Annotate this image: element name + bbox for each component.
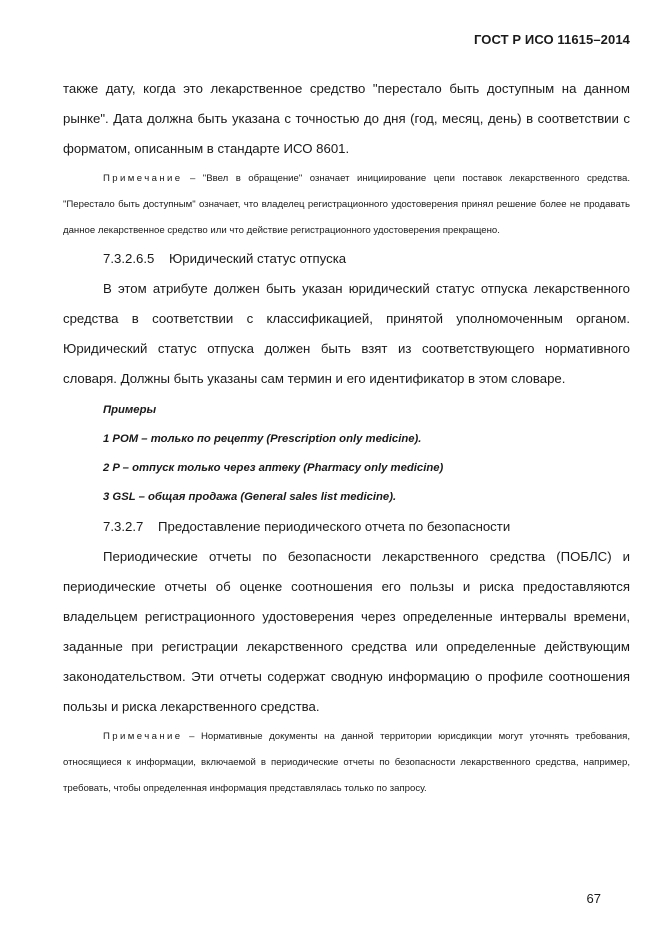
example-1: 1 POM – только по рецепту (Prescription only medicine). [103,433,422,445]
section-1-title: Юридический статус отпуска [168,251,347,266]
note-1 [63,166,630,244]
note-2-label: Примечание [103,731,183,742]
section-heading-7-3-2-6-5 [63,244,630,274]
section-2-paragraph: Периодические отчеты по безопасности лекарственного средства (ПОБЛС) и периодические отчеты об оценке соотношения его пользы и риска предоставляются владельцем регистрационного удостоверения через определенные интервалы времени, заданные при регистрации лекарственного средства или определенные действующим законодательством. Эти отчеты содержат сводную информацию о профиле соотношения пользы и риска лекарственного средства. [63,549,630,714]
example-3: 3 GSL – общая продажа (General sales list medicine). [103,491,397,503]
section-1-number: 7.3.2.6.5 [103,251,155,266]
note-1-label: Примечание [103,173,183,184]
paragraph-continued: также дату, когда это лекарственное средство "перестало быть доступным на данном рынке". Дата должна быть указана с точностью до дня (год, месяц, день) в соответствии с форматом, описанным в стандарте ИСО 8601. [63,81,630,156]
section-1-paragraph: В этом атрибуте должен быть указан юридический статус отпуска лекарственного средства в соответствии с классификацией, принятой уполномоченным органом. Юридический статус отпуска должен быть взят из соответствующего нормативного словаря. Должны быть указаны сам термин и его идентификатор в этом словаре. [63,281,630,386]
example-2: 2 P – отпуск только через аптеку (Pharmacy only medicine) [103,462,444,474]
note-2 [63,724,630,802]
section-heading-7-3-2-7 [63,512,630,542]
document-header: ГОСТ Р ИСО 11615–2014 [473,32,630,47]
section-2-number: 7.3.2.7 [103,519,144,534]
note-2-text: – Нормативные документы на данной территории юрисдикции могут уточнять требования, относящиеся к информации, включаемой в периодические отчеты по безопасности лекарственного средства, например, требовать, чтобы определенная информация представлялась только по запросу. [63,731,630,794]
section-2-title: Предоставление периодического отчета по безопасности [158,519,511,534]
note-1-text: – "Ввел в обращение" означает инициирование цепи поставок лекарственного средства. "Перестало быть доступным" означает, что владелец регистрационного удостоверения принял решение более не продавать данное лекарственное средство или что действие регистрационного удостоверения прекращено. [63,173,630,236]
page-number: 67 [586,891,601,906]
examples-title: Примеры [103,404,157,416]
page-content [63,74,630,802]
